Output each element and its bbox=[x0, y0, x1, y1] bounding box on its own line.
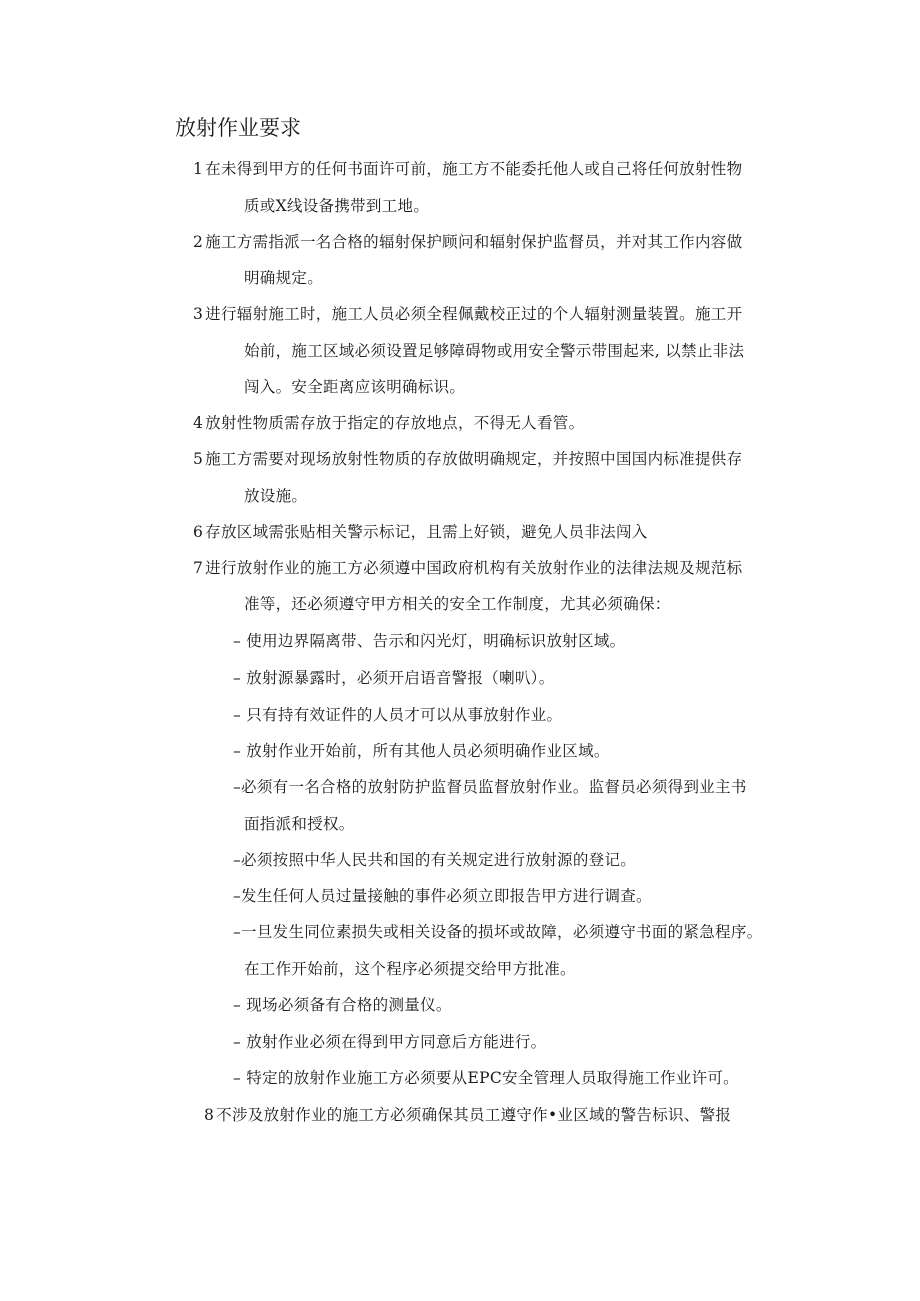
bullet-item: – 放射源暴露时，必须开启语音警报（喇叭）。 bbox=[233, 669, 555, 687]
item-3-line-2: 始前，施工区域必须设置足够障碍物或用安全警示带围起来, 以禁止非法 bbox=[244, 342, 745, 360]
bullet-item: –必须有一名合格的放射防护监督员监督放射作业。监督员必须得到业主书 bbox=[233, 778, 747, 796]
bullet-item: –必须按照中华人民共和国的有关规定进行放射源的登记。 bbox=[233, 851, 637, 869]
item-7-line-2: 准等，还必须遵守甲方相关的安全工作制度，尤其必须确保： bbox=[244, 595, 671, 613]
item-1-line-2: 质或X线设备携带到工地。 bbox=[244, 197, 430, 215]
bullet-item: – 现场必须备有合格的测量仪。 bbox=[233, 996, 452, 1014]
bullet-item-continuation: 在工作开始前，这个程序必须提交给甲方批准。 bbox=[244, 960, 576, 978]
bullet-item: – 使用边界隔离带、告示和闪光灯，明确标识放射区域。 bbox=[233, 632, 626, 650]
item-6-line-1: 6 存放区域需张贴相关警示标记，且需上好锁，避免人员非法闯入 bbox=[193, 523, 648, 541]
item-7-line-1: 7 进行放射作业的施工方必须遵中国政府机构有关放射作业的法律法规及规范标 bbox=[193, 559, 743, 577]
item-4-line-1: 4 放射性物质需存放于指定的存放地点，不得无人看管。 bbox=[193, 414, 585, 432]
item-8-line-1: 8 不涉及放射作业的施工方必须确保其员工遵守作•业区域的警告标识、警报 bbox=[204, 1106, 732, 1124]
page-title: 放射作业要求 bbox=[175, 116, 301, 140]
item-3-line-1: 3 进行辐射施工时，施工人员必须全程佩戴校正过的个人辐射测量装置。施工开 bbox=[193, 305, 743, 323]
item-5-line-1: 5 施工方需要对现场放射性物质的存放做明确规定，并按照中国国内标准提供存 bbox=[193, 450, 743, 468]
bullet-item: – 放射作业开始前，所有其他人员必须明确作业区域。 bbox=[233, 742, 610, 760]
item-2-line-2: 明确规定。 bbox=[244, 269, 324, 287]
bullet-item: – 放射作业必须在得到甲方同意后方能进行。 bbox=[233, 1033, 547, 1051]
item-3-line-3: 闯入。安全距离应该明确标识。 bbox=[244, 378, 466, 396]
bullet-item-continuation: 面指派和授权。 bbox=[244, 815, 355, 833]
bullet-item: – 特定的放射作业施工方必须要从EPC安全管理人员取得施工作业许可。 bbox=[233, 1069, 739, 1087]
item-2-line-1: 2 施工方需指派一名合格的辐射保护顾问和辐射保护监督员，并对其工作内容做 bbox=[193, 233, 743, 251]
bullet-item: –发生任何人员过量接触的事件必须立即报告甲方进行调查。 bbox=[233, 887, 652, 905]
item-1-line-1: 1 在未得到甲方的任何书面许可前，施工方不能委托他人或自己将任何放射性物 bbox=[193, 160, 743, 178]
bullet-item: – 只有持有效证件的人员才可以从事放射作业。 bbox=[233, 706, 563, 724]
item-5-line-2: 放设施。 bbox=[244, 487, 308, 505]
bullet-item: –一旦发生同位素损失或相关设备的损坏或故障，必须遵守书面的紧急程序。 bbox=[233, 923, 763, 941]
